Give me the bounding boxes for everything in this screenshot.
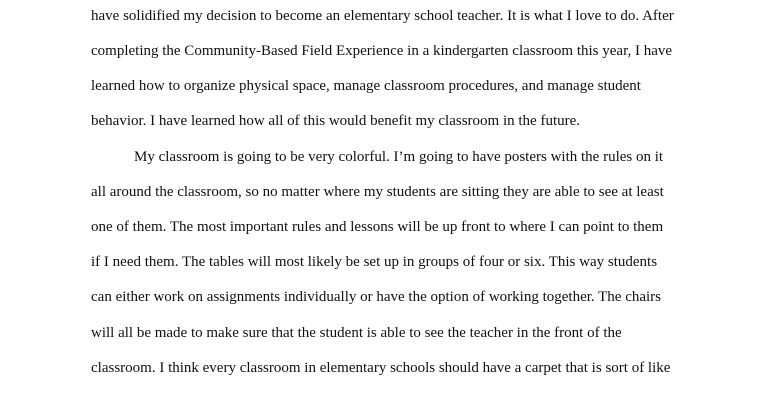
text-line: can either work on assignments individually or have the option of working together. The chairs	[91, 289, 662, 305]
text-line: if I need them. The tables will most likely be set up in groups of four or six. This way students	[91, 254, 658, 270]
text-line: all around the classroom, so no matter where my students are sitting they are able to see at least	[91, 184, 664, 200]
paragraph-first-line: My classroom is going to be very colorful. I’m going to have posters with the rules on it	[134, 149, 664, 165]
text-line: completing the Community-Based Field Experience in a kindergarten classroom this year, I have	[91, 43, 673, 59]
text-line: one of them. The most important rules and lessons will be up front to where I can point to them	[91, 219, 664, 235]
text-line: classroom. I think every classroom in elementary schools should have a carpet that is sort of like	[91, 360, 671, 376]
text-line: behavior. I have learned how all of this would benefit my classroom in the future.	[91, 113, 581, 129]
text-line: will all be made to make sure that the student is able to see the teacher in the front of the	[91, 325, 622, 341]
text-line: have solidified my decision to become an elementary school teacher. It is what I love to do. After	[91, 8, 674, 24]
text-line: learned how to organize physical space, manage classroom procedures, and manage student	[91, 78, 641, 94]
